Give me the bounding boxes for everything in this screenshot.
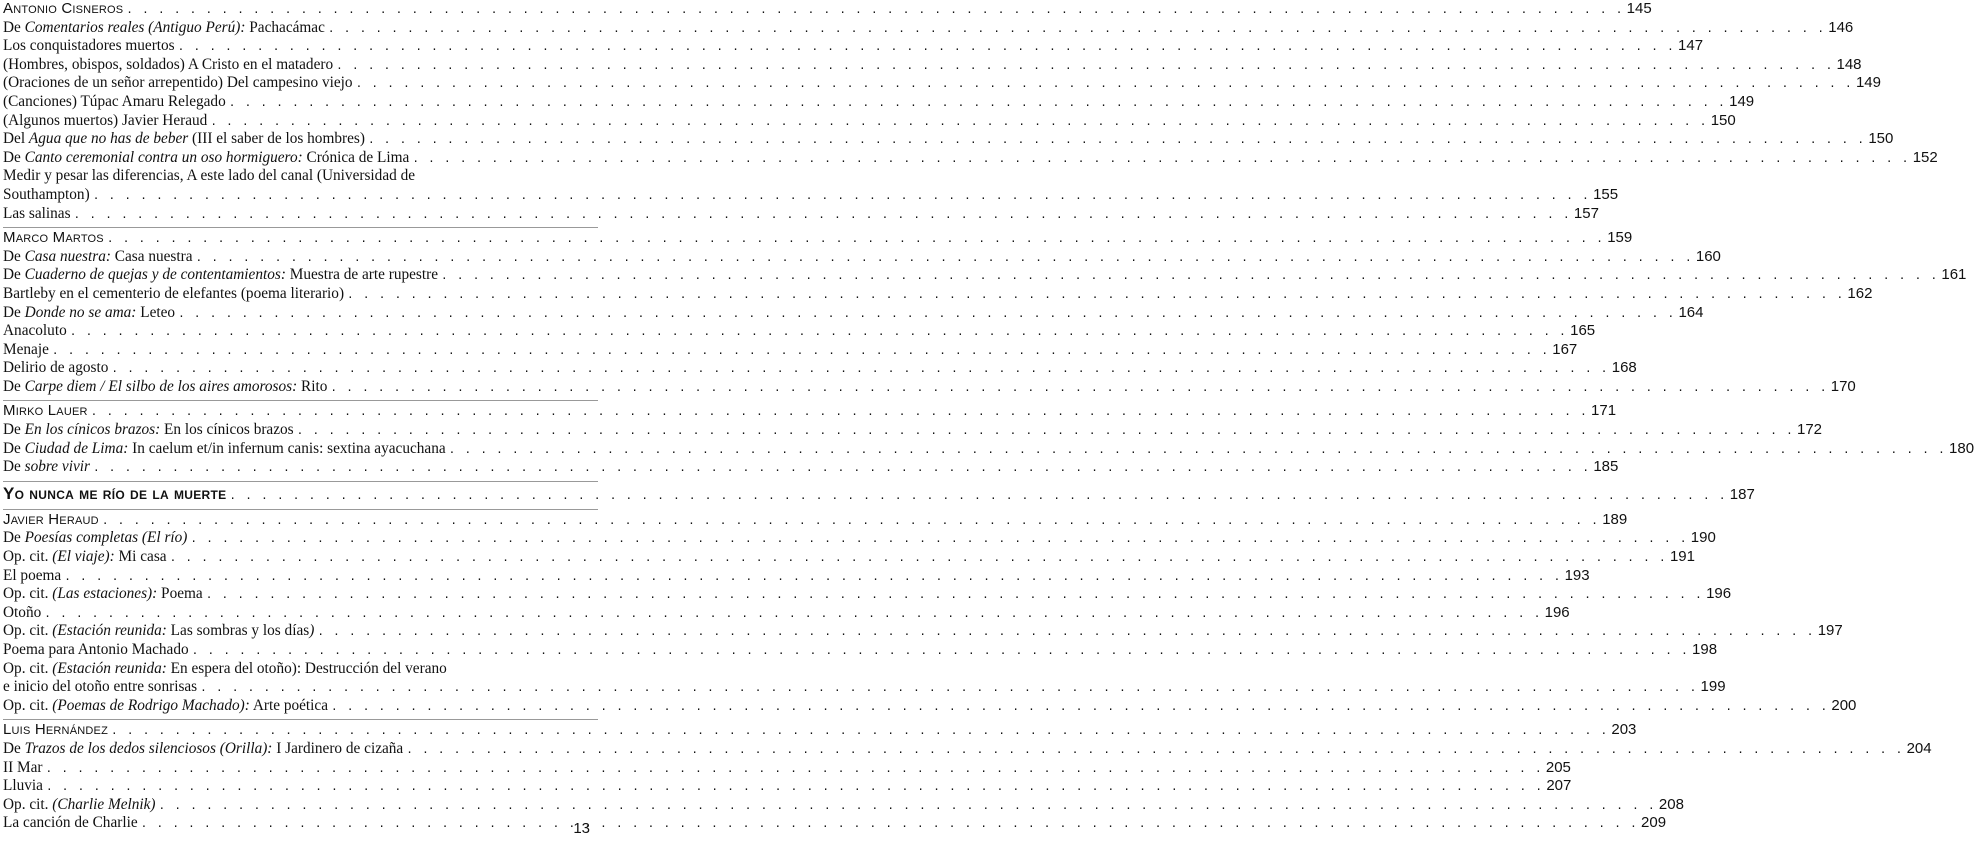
author-name xyxy=(3,511,99,530)
dot-leader xyxy=(200,679,1697,698)
text: De xyxy=(3,377,25,395)
page-ref: 193 xyxy=(1564,566,1590,584)
page-ref: 197 xyxy=(1817,622,1843,640)
entry-title xyxy=(3,697,328,716)
page-ref: 161 xyxy=(1941,266,1967,284)
dot-leader xyxy=(44,605,1541,624)
page-ref: 203 xyxy=(1611,721,1637,739)
page-ref: 180 xyxy=(1949,439,1974,457)
entry-title xyxy=(3,149,409,168)
italic-text: Comentarios reales (Antiguo Perú): xyxy=(24,18,246,36)
entry-title xyxy=(3,322,67,341)
toc-entry xyxy=(3,622,1843,641)
italic-text: Ciudad de Lima: xyxy=(24,439,129,457)
text: De xyxy=(3,739,25,757)
entry-title xyxy=(3,458,90,477)
page-ref: 207 xyxy=(1546,777,1572,795)
page-ref: 152 xyxy=(1912,148,1938,166)
text: Javier Heraud xyxy=(3,510,99,528)
dot-leader xyxy=(196,249,1693,268)
entry-title xyxy=(3,529,187,548)
text: Rito xyxy=(297,377,328,395)
entry-title xyxy=(3,604,41,623)
text: Leteo xyxy=(136,303,176,321)
text: De xyxy=(3,303,25,321)
entry-title xyxy=(3,814,138,833)
text: (Oraciones de un señor arrepentido) Del campesino viejo xyxy=(3,74,353,92)
dot-leader xyxy=(347,286,1844,305)
text: Op. cit. xyxy=(3,585,53,603)
dot-leader xyxy=(46,760,1543,779)
toc-entry xyxy=(3,660,598,679)
page-ref: 198 xyxy=(1692,641,1718,658)
entry-title xyxy=(3,93,226,112)
page-ref: 208 xyxy=(1658,795,1684,813)
toc-entry xyxy=(3,377,1856,397)
page-ref: 167 xyxy=(1552,340,1578,358)
page-ref: 157 xyxy=(1573,204,1599,222)
toc-entry xyxy=(3,340,1578,360)
text: Op. cit. xyxy=(3,795,53,813)
entry-title xyxy=(3,421,294,440)
toc-entry xyxy=(3,566,1590,586)
italic-text: sobre vivir xyxy=(24,458,90,476)
toc-entry xyxy=(3,603,1570,623)
italic-text: Trazos de los dedos silenciosos (Orilla): xyxy=(24,739,273,757)
italic-text: ) xyxy=(309,622,315,640)
dot-leader xyxy=(229,94,1726,113)
text: Mi casa xyxy=(114,548,167,566)
toc-entry xyxy=(3,92,1755,112)
text: In caelum et/in infernum canis: sextina ayacuchana xyxy=(128,439,446,457)
text: Otoño xyxy=(3,603,42,621)
text: El poema xyxy=(3,566,62,584)
text: Poema para Antonio Machado xyxy=(3,641,189,658)
toc-entry xyxy=(3,421,1823,440)
toc-author-entry xyxy=(3,0,1652,19)
text: II Mar xyxy=(3,758,43,776)
text: Anacoluto xyxy=(3,322,67,340)
text: Menaje xyxy=(3,340,49,358)
page-ref: 146 xyxy=(1828,18,1854,36)
page-ref: 149 xyxy=(1729,92,1755,110)
page-ref: 150 xyxy=(1868,130,1894,148)
toc-entry xyxy=(3,130,1894,149)
text: Del xyxy=(3,130,29,148)
toc-entry xyxy=(3,185,1619,205)
author-name xyxy=(3,0,123,19)
toc-entry xyxy=(3,696,1857,716)
entry-title xyxy=(3,548,167,567)
text: Yo nunca me río de la muerte xyxy=(3,483,227,503)
page-ref: 185 xyxy=(1593,458,1619,476)
entry-title xyxy=(3,378,327,397)
toc-entry xyxy=(3,148,1938,168)
entry-title xyxy=(3,205,71,224)
text: De xyxy=(3,439,25,457)
dot-leader xyxy=(178,38,1675,57)
italic-text: (Las estaciones): xyxy=(52,585,158,603)
italic-text: Canto ceremonial contra un oso hormiguero: xyxy=(24,148,303,166)
entry-title xyxy=(3,56,333,75)
text: (III el saber de los hombres) xyxy=(188,130,365,148)
dot-leader xyxy=(141,815,1638,834)
text: Marco Martos xyxy=(3,229,104,247)
toc-author-entry xyxy=(3,719,1637,740)
text: Op. cit. xyxy=(3,659,53,677)
dot-leader xyxy=(412,150,1909,169)
dot-leader xyxy=(46,778,1543,797)
toc-entry xyxy=(3,439,1974,459)
toc-entry xyxy=(3,458,1619,477)
toc-entry xyxy=(3,641,1718,660)
entry-title xyxy=(3,796,156,815)
dot-leader xyxy=(159,797,1656,816)
dot-leader xyxy=(336,57,1833,76)
page-ref: 159 xyxy=(1607,229,1633,247)
toc-entry xyxy=(3,359,1637,378)
text: De xyxy=(3,421,25,439)
text: Mirko Lauer xyxy=(3,402,88,420)
entry-title xyxy=(3,341,49,360)
dot-leader xyxy=(317,623,1814,642)
text: De xyxy=(3,458,25,476)
page-ref: 165 xyxy=(1570,322,1596,340)
italic-text: En los cínicos brazos: xyxy=(24,421,161,439)
entry-title xyxy=(3,248,193,267)
page-ref: 204 xyxy=(1906,739,1932,757)
entry-title xyxy=(3,641,189,660)
page-ref: 205 xyxy=(1545,758,1571,776)
toc-entry xyxy=(3,303,1704,323)
dot-leader xyxy=(229,485,1726,507)
page-ref: 155 xyxy=(1593,185,1619,203)
page-ref: 209 xyxy=(1641,814,1667,832)
toc-entry xyxy=(3,585,1732,604)
toc-author-entry xyxy=(3,509,1628,530)
text: Poema xyxy=(157,585,203,603)
dot-leader xyxy=(102,512,1599,531)
page-ref: 147 xyxy=(1678,37,1704,55)
italic-text: Agua que no has de beber xyxy=(28,130,189,148)
entry-title xyxy=(3,759,43,778)
entry-title xyxy=(3,740,403,759)
dot-leader xyxy=(368,131,1865,150)
toc-entry xyxy=(3,204,1599,224)
dot-leader xyxy=(74,206,1571,225)
dot-leader xyxy=(70,323,1567,342)
text: Lluvia xyxy=(3,777,43,795)
page-ref: 196 xyxy=(1706,585,1732,603)
dot-leader xyxy=(206,586,1703,605)
text: De xyxy=(3,529,25,547)
dot-leader xyxy=(441,267,1938,286)
page-ref: 145 xyxy=(1626,0,1652,17)
page-ref: 172 xyxy=(1797,421,1823,439)
page-ref: 150 xyxy=(1710,111,1736,129)
entry-title xyxy=(3,567,61,586)
text: La canción de Charlie xyxy=(3,814,138,832)
text: (Hombres, obispos, soldados) A Cristo en el matadero xyxy=(3,55,334,73)
author-name xyxy=(3,229,104,248)
text: Las salinas xyxy=(3,204,71,222)
entry-title xyxy=(3,266,438,285)
toc-entry xyxy=(3,18,1854,38)
text: Los conquistadores muertos xyxy=(3,37,175,55)
text: Pachacámac xyxy=(245,18,325,36)
entry-title xyxy=(3,112,207,131)
dot-leader xyxy=(330,379,1827,398)
page-ref: 187 xyxy=(1729,485,1755,503)
page-ref: 149 xyxy=(1855,74,1881,92)
toc-entry xyxy=(3,111,1736,131)
toc-entry xyxy=(3,247,1721,267)
toc-entry xyxy=(3,758,1571,778)
toc-entry xyxy=(3,795,1684,815)
toc-entry xyxy=(3,37,1704,56)
italic-text: (Poemas de Rodrigo Machado): xyxy=(52,696,250,714)
italic-text: Poesías completas (El río) xyxy=(24,529,188,547)
page-ref: 190 xyxy=(1690,529,1716,547)
page-ref: 191 xyxy=(1669,548,1695,566)
dot-leader xyxy=(178,305,1675,324)
dot-leader xyxy=(356,75,1853,94)
toc-entry xyxy=(3,814,1667,833)
dot-leader xyxy=(52,342,1549,361)
toc-entry xyxy=(3,739,1932,759)
text: De xyxy=(3,148,25,166)
text: (Canciones) Túpac Amaru Relegado xyxy=(3,92,226,110)
dot-leader xyxy=(91,403,1588,422)
entry-title xyxy=(3,130,365,149)
page-ref: 160 xyxy=(1695,247,1721,265)
entry-title xyxy=(3,440,446,459)
italic-text: Cuaderno de quejas y de contentamientos: xyxy=(24,266,286,284)
italic-text: (El viaje): xyxy=(52,548,115,566)
text: Bartleby en el cementerio de elefantes (poema literario) xyxy=(3,284,345,302)
italic-text: Carpe diem / El silbo de los aires amorosos: xyxy=(24,377,298,395)
text: I Jardinero de cizaña xyxy=(272,739,404,757)
author-name xyxy=(3,402,88,421)
toc-entry xyxy=(3,777,1572,796)
text: Crónica de Lima xyxy=(302,148,410,166)
toc-entry xyxy=(3,529,1716,548)
dot-leader xyxy=(64,568,1561,587)
text: De xyxy=(3,266,25,284)
entry-title xyxy=(3,622,314,641)
entry-title xyxy=(3,678,197,697)
text: Medir y pesar las diferencias, A este lado del canal (Universidad de xyxy=(3,167,416,185)
dot-leader xyxy=(111,722,1608,741)
dot-leader xyxy=(126,1,1623,20)
toc-author-entry xyxy=(3,400,1617,421)
page-number: 13 xyxy=(573,820,590,837)
dot-leader xyxy=(331,698,1828,717)
dot-leader xyxy=(210,113,1707,132)
page-ref: 200 xyxy=(1831,696,1857,714)
dot-leader xyxy=(111,360,1608,379)
dot-leader xyxy=(297,422,1794,441)
entry-title xyxy=(3,777,43,796)
table-of-contents xyxy=(3,0,1974,833)
dot-leader xyxy=(449,441,1946,460)
entry-title xyxy=(3,167,598,186)
page-ref: 189 xyxy=(1602,510,1628,528)
toc-entry xyxy=(3,548,1695,567)
text: Luis Hernández xyxy=(3,721,108,739)
toc-section-heading xyxy=(3,481,1755,505)
page-ref: 196 xyxy=(1544,603,1570,621)
entry-title xyxy=(3,304,175,323)
italic-text: Donde no se ama: xyxy=(24,303,137,321)
entry-title xyxy=(3,19,325,38)
text: Southampton) xyxy=(3,185,90,203)
text: (Algunos muertos) Javier Heraud xyxy=(3,111,208,129)
page-ref: 148 xyxy=(1836,55,1862,73)
toc-entry xyxy=(3,266,1967,285)
page-ref: 199 xyxy=(1700,678,1726,696)
entry-title xyxy=(3,585,203,604)
text: Antonio Cisneros xyxy=(3,0,124,17)
text: Op. cit. xyxy=(3,696,53,714)
toc-entry xyxy=(3,167,598,186)
text: Las sombras y los días xyxy=(166,622,310,640)
dot-leader xyxy=(93,187,1590,206)
dot-leader xyxy=(107,230,1604,249)
toc-entry xyxy=(3,284,1873,304)
page-ref: 162 xyxy=(1847,284,1873,302)
entry-title xyxy=(3,359,108,378)
text: e inicio del otoño entre sonrisas xyxy=(3,678,198,696)
dot-leader xyxy=(170,549,1667,568)
entry-title xyxy=(3,37,175,56)
dot-leader xyxy=(190,530,1687,549)
text: En los cínicos brazos xyxy=(160,421,294,439)
text: Op. cit. xyxy=(3,622,53,640)
page-ref: 164 xyxy=(1678,303,1704,321)
text: En espera del otoño): Destrucción del verano xyxy=(166,659,447,677)
toc-entry xyxy=(3,322,1596,341)
page-ref: 170 xyxy=(1830,377,1856,395)
text: Arte poética xyxy=(249,696,328,714)
text: Casa nuestra xyxy=(110,247,193,265)
toc-entry xyxy=(3,55,1862,75)
text: De xyxy=(3,18,25,36)
page-ref: 171 xyxy=(1591,402,1617,420)
page-ref: 168 xyxy=(1611,359,1637,377)
italic-text: (Estación reunida: xyxy=(52,622,167,640)
entry-title xyxy=(3,74,353,93)
entry-title xyxy=(3,660,598,679)
author-name xyxy=(3,721,108,740)
text: Muestra de arte rupestre xyxy=(285,266,438,284)
toc-entry xyxy=(3,74,1881,93)
italic-text: (Charlie Melnik) xyxy=(52,795,156,813)
text: Delirio de agosto xyxy=(3,359,109,377)
italic-text: Casa nuestra: xyxy=(24,247,111,265)
dot-leader xyxy=(93,459,1590,478)
dot-leader xyxy=(192,642,1689,661)
text: De xyxy=(3,247,25,265)
entry-title xyxy=(3,285,344,304)
toc-entry xyxy=(3,678,1726,697)
dot-leader xyxy=(328,20,1825,39)
dot-leader xyxy=(406,741,1903,760)
entry-title xyxy=(3,186,90,205)
toc-author-entry xyxy=(3,227,1633,248)
italic-text: (Estación reunida: xyxy=(52,659,167,677)
text: Op. cit. xyxy=(3,548,53,566)
section-title xyxy=(3,483,226,505)
